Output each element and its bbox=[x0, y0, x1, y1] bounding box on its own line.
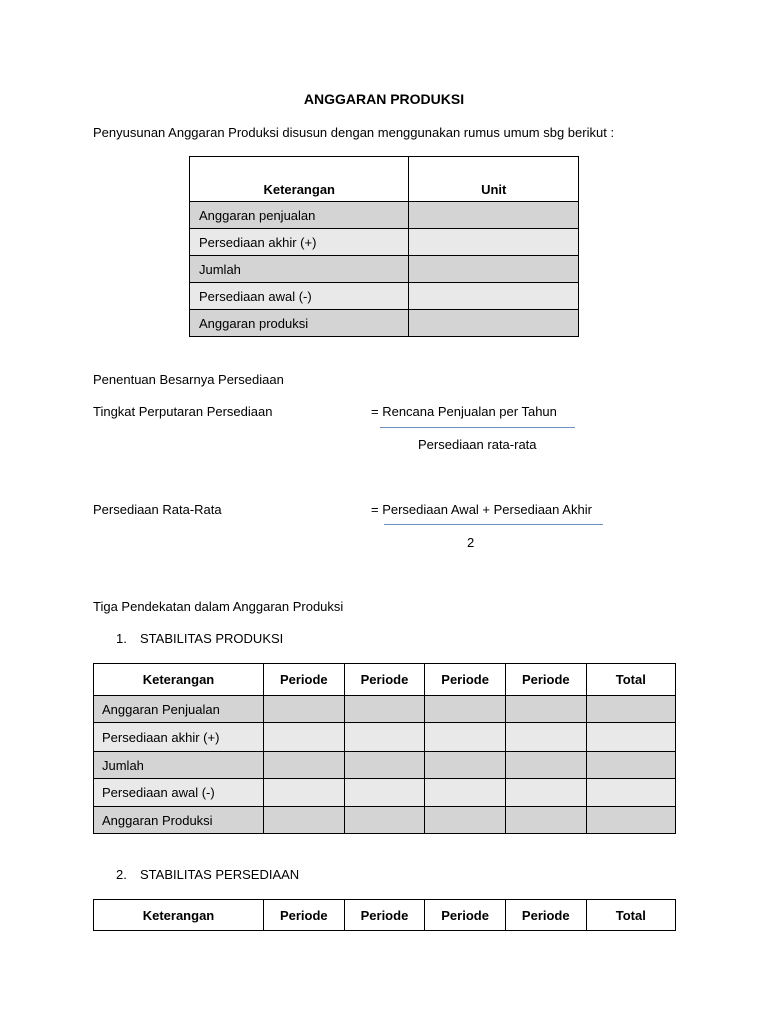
list-number: 2. bbox=[116, 867, 127, 882]
value-cell bbox=[505, 696, 586, 723]
unit-cell bbox=[409, 310, 579, 337]
table-row bbox=[190, 202, 579, 229]
header-total: Total bbox=[586, 664, 675, 696]
header-periode: Periode bbox=[505, 664, 586, 696]
table-row bbox=[94, 779, 676, 807]
stabilitas-persediaan-table bbox=[93, 899, 676, 931]
unit-cell bbox=[409, 283, 579, 310]
row-label: Jumlah bbox=[94, 752, 264, 779]
table-row bbox=[94, 723, 676, 752]
value-cell bbox=[505, 723, 586, 752]
value-cell bbox=[344, 752, 425, 779]
row-label: Anggaran Produksi bbox=[94, 807, 264, 834]
total-cell bbox=[586, 723, 675, 752]
value-cell bbox=[505, 779, 586, 807]
row-label: Anggaran Penjualan bbox=[94, 696, 264, 723]
header-unit: Unit bbox=[409, 157, 579, 202]
header-periode: Periode bbox=[344, 664, 425, 696]
unit-cell bbox=[409, 229, 579, 256]
header-periode: Periode bbox=[263, 900, 344, 931]
total-cell bbox=[586, 807, 675, 834]
formula2-fraction-line bbox=[384, 524, 603, 525]
table-row bbox=[190, 256, 579, 283]
formula2-denominator: 2 bbox=[467, 535, 475, 550]
header-keterangan: Keterangan bbox=[94, 664, 264, 696]
formula1-numerator: = Rencana Penjualan per Tahun bbox=[371, 404, 557, 419]
section-heading-inventory: Penentuan Besarnya Persediaan bbox=[93, 372, 284, 387]
value-cell bbox=[263, 696, 344, 723]
approach1-title: STABILITAS PRODUKSI bbox=[140, 631, 284, 646]
total-cell bbox=[586, 779, 675, 807]
value-cell bbox=[425, 752, 506, 779]
formula2-label: Persediaan Rata-Rata bbox=[93, 502, 222, 517]
value-cell bbox=[344, 779, 425, 807]
row-label: Persediaan akhir (+) bbox=[190, 229, 409, 256]
total-cell bbox=[586, 752, 675, 779]
header-periode: Periode bbox=[425, 664, 506, 696]
header-periode: Periode bbox=[505, 900, 586, 931]
table-row bbox=[94, 696, 676, 723]
section-heading-approaches: Tiga Pendekatan dalam Anggaran Produksi bbox=[93, 599, 344, 614]
table-row bbox=[190, 283, 579, 310]
header-periode: Periode bbox=[263, 664, 344, 696]
value-cell bbox=[425, 807, 506, 834]
formula1-fraction-line bbox=[380, 427, 575, 428]
value-cell bbox=[263, 807, 344, 834]
value-cell bbox=[505, 807, 586, 834]
row-label: Anggaran penjualan bbox=[190, 202, 409, 229]
value-cell bbox=[263, 752, 344, 779]
header-keterangan: Keterangan bbox=[190, 157, 409, 202]
stabilitas-produksi-table bbox=[93, 663, 676, 834]
row-label: Persediaan awal (-) bbox=[190, 283, 409, 310]
header-periode: Periode bbox=[344, 900, 425, 931]
value-cell bbox=[263, 779, 344, 807]
value-cell bbox=[505, 752, 586, 779]
unit-cell bbox=[409, 256, 579, 283]
list-number: 1. bbox=[116, 631, 127, 646]
unit-cell bbox=[409, 202, 579, 229]
value-cell bbox=[425, 696, 506, 723]
row-label: Persediaan akhir (+) bbox=[94, 723, 264, 752]
intro-text: Penyusunan Anggaran Produksi disusun dengan menggunakan rumus umum sbg berikut : bbox=[93, 125, 615, 140]
header-total: Total bbox=[586, 900, 675, 931]
formula1-denominator: Persediaan rata-rata bbox=[418, 437, 537, 452]
row-label: Anggaran produksi bbox=[190, 310, 409, 337]
value-cell bbox=[263, 723, 344, 752]
value-cell bbox=[344, 723, 425, 752]
header-periode: Periode bbox=[425, 900, 506, 931]
value-cell bbox=[344, 696, 425, 723]
page-title: ANGGARAN PRODUKSI bbox=[303, 91, 465, 107]
production-formula-table bbox=[189, 156, 579, 337]
value-cell bbox=[425, 723, 506, 752]
table-row bbox=[94, 807, 676, 834]
value-cell bbox=[425, 779, 506, 807]
formula2-numerator: = Persediaan Awal + Persediaan Akhir bbox=[371, 502, 592, 517]
row-label: Persediaan awal (-) bbox=[94, 779, 264, 807]
table-row bbox=[190, 229, 579, 256]
table-row bbox=[94, 752, 676, 779]
approach2-title: STABILITAS PERSEDIAAN bbox=[140, 867, 300, 882]
table-row bbox=[190, 310, 579, 337]
total-cell bbox=[586, 696, 675, 723]
header-keterangan: Keterangan bbox=[94, 900, 264, 931]
value-cell bbox=[344, 807, 425, 834]
formula1-label: Tingkat Perputaran Persediaan bbox=[93, 404, 273, 419]
row-label: Jumlah bbox=[190, 256, 409, 283]
